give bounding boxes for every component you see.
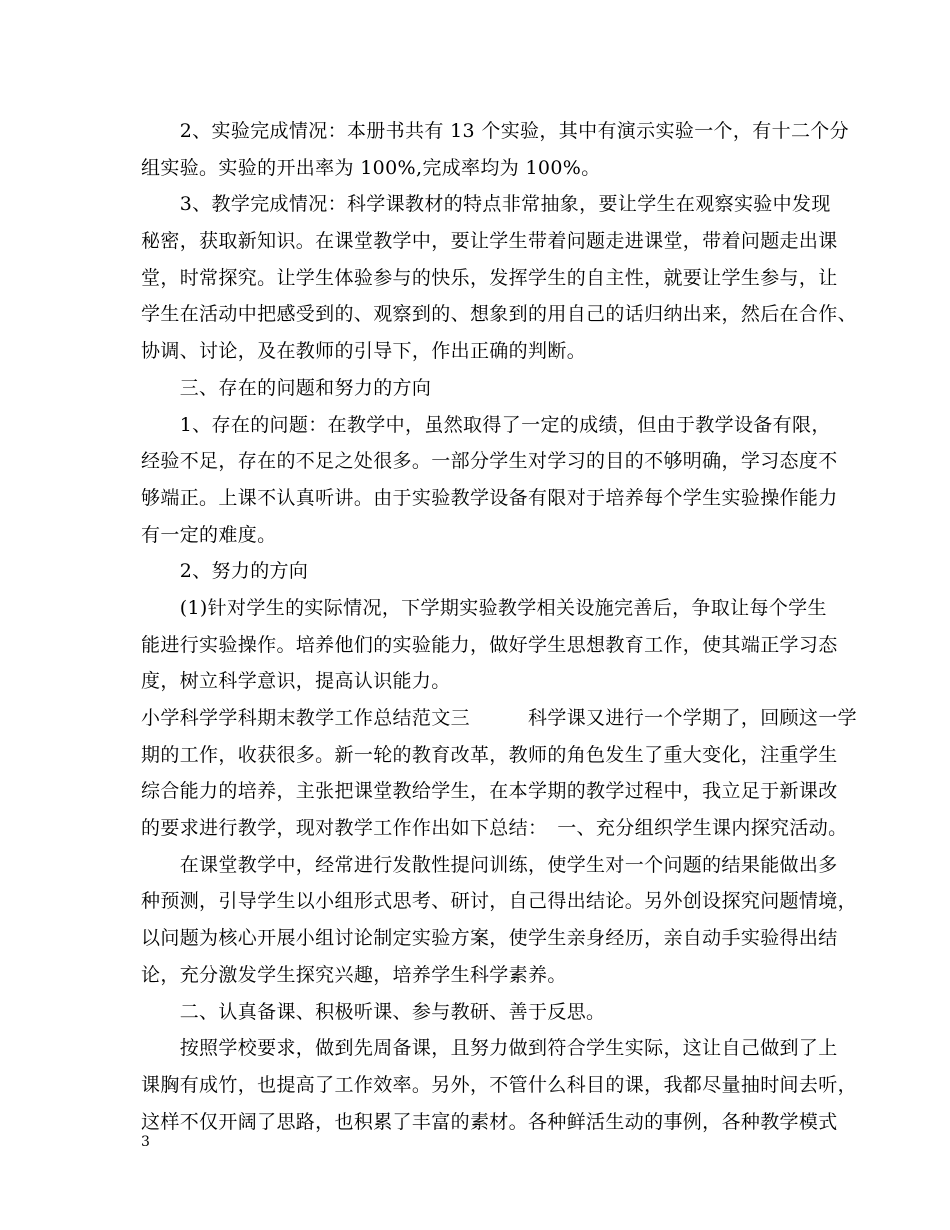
- text-line: 论，充分激发学生探究兴趣，培养学生科学素养。: [141, 963, 567, 986]
- section-heading: 三、存在的问题和努力的方向: [141, 376, 432, 399]
- section-heading: 二、认真备课、积极听课、参与教研、善于反思。: [141, 1000, 606, 1023]
- text-line: 能进行实验操作。培养他们的实验能力，做好学生思想教育工作，使其端正学习态: [141, 633, 838, 656]
- text-line: 够端正。上课不认真听讲。由于实验教学设备有限对于培养每个学生实验操作能力: [141, 486, 838, 509]
- text-line: 按照学校要求，做到先周备课，且努力做到符合学生实际，这让自己做到了上: [141, 1037, 838, 1060]
- text-line: 秘密，获取新知识。在课堂教学中，要让学生带着问题走进课堂，带着问题走出课: [141, 230, 838, 253]
- text-line: 课胸有成竹，也提高了工作效率。另外，不管什么科目的课，我都尽量抽时间去听，: [141, 1073, 857, 1096]
- text-line: 小学科学学科期末教学工作总结范文三 科学课又进行一个学期了，回顾这一学: [141, 707, 857, 729]
- text-line: 学生在活动中把感受到的、观察到的、想象到的用自己的话归纳出来，然后在合作、: [141, 303, 857, 326]
- text-line: 综合能力的培养，主张把课堂教给学生，在本学期的教学过程中，我立足于新课改: [141, 780, 838, 803]
- text-line: 组实验。实验的开出率为 100%,完成率均为 100%。: [141, 156, 601, 179]
- page-number: 3: [141, 1134, 150, 1150]
- text-line: 1、存在的问题：在教学中，虽然取得了一定的成绩，但由于教学设备有限，: [141, 413, 831, 436]
- text-line: 以问题为核心开展小组讨论制定实验方案，使学生亲身经历，亲自动手实验得出结: [141, 927, 838, 950]
- text-line: 协调、讨论，及在教师的引导下，作出正确的判断。: [141, 340, 587, 363]
- text-line: 的要求进行教学，现对教学工作作出如下总结： 一、充分组织学生课内探究活动。: [141, 817, 848, 840]
- text-line: 有一定的难度。: [141, 523, 277, 546]
- document-body: [141, 113, 857, 1140]
- text-line: 经验不足，存在的不足之处很多。一部分学生对学习的目的不够明确，学习态度不: [141, 450, 838, 473]
- text-line: 期的工作，收获很多。新一轮的教育改革，教师的角色发生了重大变化，注重学生: [141, 743, 838, 766]
- text-line: 度，树立科学意识，提高认识能力。: [141, 670, 451, 693]
- text-line: 在课堂教学中，经常进行发散性提问训练，使学生对一个问题的结果能做出多: [141, 853, 838, 876]
- subsection-heading: 2、努力的方向: [141, 560, 309, 583]
- text-line: 堂，时常探究。让学生体验参与的快乐，发挥学生的自主性，就要让学生参与，让: [141, 266, 838, 289]
- text-line: 种预测，引导学生以小组形式思考、研讨，自己得出结论。另外创设探究问题情境，: [141, 890, 857, 913]
- text-line: 2、实验完成情况：本册书共有 13 个实验，其中有演示实验一个，有十二个分: [141, 120, 849, 142]
- text-line: 这样不仅开阔了思路，也积累了丰富的素材。各种鲜活生动的事例，各种教学模式: [141, 1110, 838, 1133]
- text-line: (1)针对学生的实际情况，下学期实验教学相关设施完善后，争取让每个学生: [141, 596, 827, 619]
- text-line: 3、教学完成情况：科学课教材的特点非常抽象，要让学生在观察实验中发现: [141, 193, 831, 216]
